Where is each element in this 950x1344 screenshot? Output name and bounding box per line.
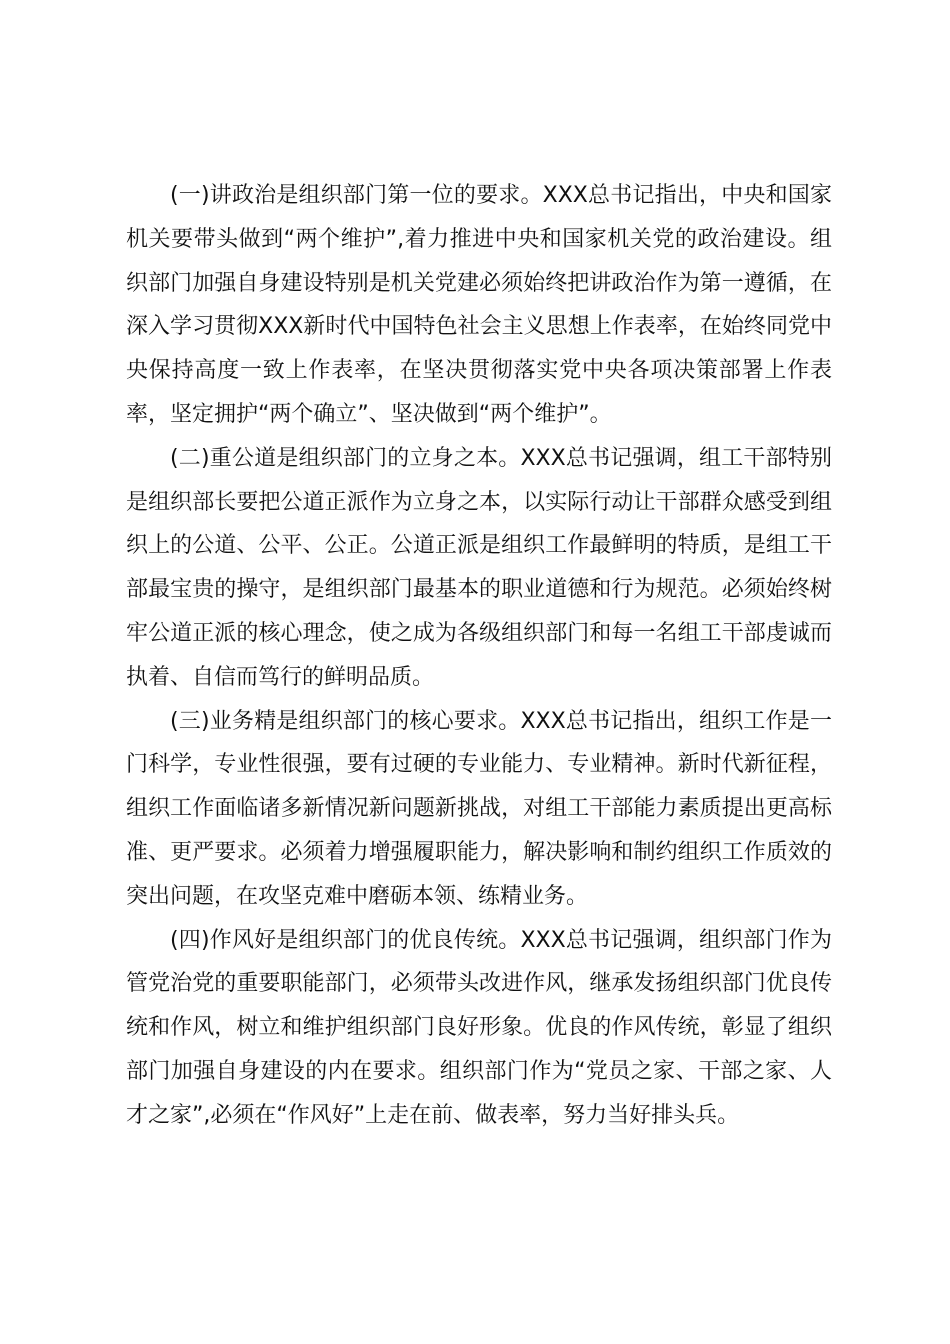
document-body — [126, 174, 832, 1138]
paragraph-expertise: (三)业务精是组织部门的核心要求。XXX总书记指出，组织工作是一门科学，专业性很强，要有过硬的专业能力、专业精神。新时代新征程，组织工作面临诸多新情况新问题新挑战，对组工干部能力素质提出更高标准、更严要求。必须着力增强履职能力，解决影响和制约组织工作质效的突出问题，在攻坚克难中磨砺本领、练精业务。 — [126, 708, 832, 909]
paragraph-work-style: (四)作风好是组织部门的优良传统。XXX总书记强调，组织部门作为管党治党的重要职能部门，必须带头改进作风，继承发扬组织部门优良传统和作风，树立和维护组织部门良好形象。优良的作风传统，彰显了组织部门加强自身建设的内在要求。组织部门作为“党员之家、干部之家、人才之家”,必须在“作风好”上走在前、做表率，努力当好排头兵。 — [126, 927, 832, 1128]
paragraph-fairness: (二)重公道是组织部门的立身之本。XXX总书记强调，组工干部特别是组织部长要把公道正派作为立身之本，以实际行动让干部群众感受到组织上的公道、公平、公正。公道正派是组织工作最鲜明的特质，是组工干部最宝贵的操守，是组织部门最基本的职业道德和行为规范。必须始终树牢公道正派的核心理念，使之成为各级组织部门和每一名组工干部虔诚而执着、自信而笃行的鲜明品质。 — [126, 445, 832, 690]
paragraph-politics: (一)讲政治是组织部门第一位的要求。XXX总书记指出，中央和国家机关要带头做到“两个维护”,着力推进中央和国家机关党的政治建设。组织部门加强自身建设特别是机关党建必须始终把讲政治作为第一遵循，在深入学习贯彻XXX新时代中国特色社会主义思想上作表率，在始终同党中央保持高度一致上作表率，在坚决贯彻落实党中央各项决策部署上作表率，坚定拥护“两个确立”、坚决做到“两个维护”。 — [126, 183, 832, 427]
